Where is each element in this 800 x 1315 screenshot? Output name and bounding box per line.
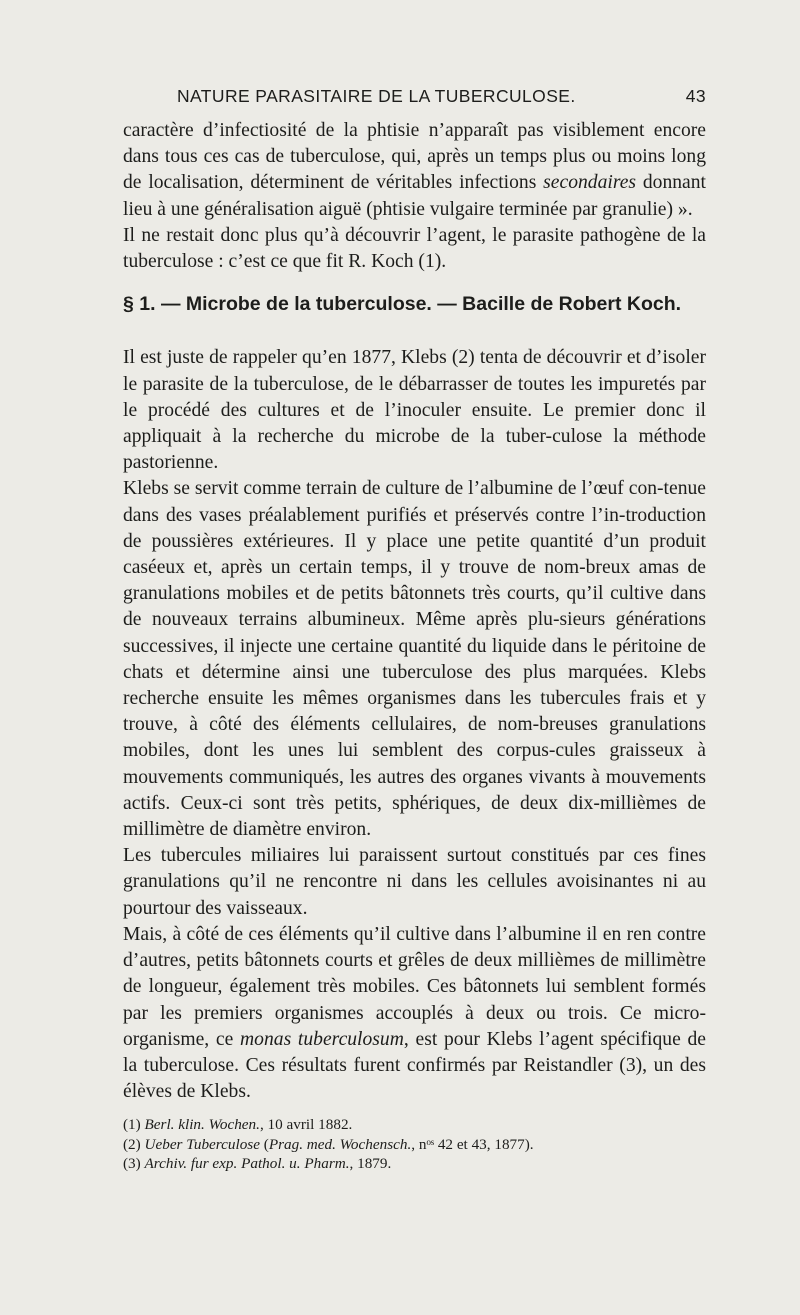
footnote-2 xyxy=(123,1135,706,1155)
footnote-source: Ueber Tuberculose xyxy=(144,1135,260,1153)
page-number: 43 xyxy=(685,86,706,106)
footnote-source: Archiv. fur exp. Pathol. u. Pharm. xyxy=(144,1155,350,1173)
footnote-number: (1) xyxy=(123,1116,145,1134)
footnote-detail: ( xyxy=(259,1135,269,1153)
footnote-source: Berl. klin. Wochen. xyxy=(144,1116,260,1134)
paragraph-1 xyxy=(123,118,706,223)
paragraph-3: Il est juste de rappeler qu’en 1877, Klebs (2) tenta de découvrir et d’isoler le parasite de la tuberculose, de le débarrasser de toutes les impuretés par le procédé des cultures et de l’inoculer ensuite. Le premier donc il appliquait à la recherche du microbe de la tuber-culose la méthode pastorienne. xyxy=(123,347,706,474)
paragraph-6-emphasis: monas tuberculosum xyxy=(240,1028,404,1050)
paragraph-1-text-b: donnant lieu à une généralisation aiguë (phtisie vulgaire terminée par granulie) ». xyxy=(123,172,706,220)
paragraph-6 xyxy=(123,922,706,1105)
running-head xyxy=(123,86,706,110)
footnote-number: (3) xyxy=(123,1155,145,1173)
paragraph-1-emphasis: secondaires xyxy=(543,172,637,194)
paragraph-2: Il ne restait donc plus qu’à découvrir l’agent, le parasite pathogène de la tuberculose : c’est ce que fit R. Koch (1). xyxy=(123,224,706,273)
footnote-1 xyxy=(123,1115,706,1135)
paragraph-4: Klebs se servit comme terrain de culture de l’albumine de l’œuf con-tenue dans des vases préalablement purifiés et préservés contre l’in-troduction de poussières extérieures. Il y place une petite quantité d’un produit caséeux et, après un certain temps, il y trouve de nom-breux amas de granulations mobiles et de petits bâtonnets très courts, qu’il cultive dans de nouveaux terrains albumineux. Même après plu-sieurs générations successives, il injecte une certaine quantité du liquide dans le péritoine de chats et détermine ainsi une tuberculose des plus marquées. Klebs recherche ensuite les mêmes organismes dans les tubercules frais et y trouve, à côté des éléments cellulaires, de nom-breuses granulations mobiles, dont les unes lui semblent des corpus-cules graisseux à mouvements communiqués, les autres des organes vivants à mouvements actifs. Ceux-ci sont très petits, sphériques, de deux dix-millièmes de millimètre de diamètre environ. xyxy=(123,478,706,841)
section-heading: § 1. — Microbe de la tuberculose. — Bacille de Robert Koch. xyxy=(123,293,682,316)
footnote-detail: , 10 avril 1882. xyxy=(259,1116,353,1134)
footnotes xyxy=(123,1115,706,1174)
footnote-3 xyxy=(123,1154,706,1174)
footnote-detail: , nᵒˢ 42 et 43, 1877). xyxy=(411,1135,534,1153)
paragraph-6-text-b: , est pour Klebs l’agent spécifique de la tuberculose. Ces résultats furent confirmés par Reistandler (3), un des élèves de Klebs. xyxy=(123,1028,706,1103)
body-text xyxy=(123,118,706,1174)
footnote-number: (2) xyxy=(123,1135,145,1153)
footnote-source-2: Prag. med. Wochensch. xyxy=(268,1135,412,1153)
paragraph-1-text-a: caractère d’infectiosité de la phtisie n’apparaît pas visiblement encore dans tous ces cas de tuberculose, qui, après un temps plus ou moins long de localisation, déterminent de véritables infections xyxy=(123,120,706,194)
paragraph-5: Les tubercules miliaires lui paraissent surtout constitués par ces fines granulations qu’il ne rencontre ni dans les cellules avoisinantes ni au pourtour des vaisseaux. xyxy=(123,845,706,919)
running-head-title: NATURE PARASITAIRE DE LA TUBERCULOSE. xyxy=(177,86,576,106)
paragraph-6-text-a: Mais, à côté de ces éléments qu’il cultive dans l’albumine il en ren contre d’autres, petits bâtonnets courts et grêles de deux millièmes de millimètre de longueur, également très mobiles. Ces bâtonnets lui semblent formés par les premiers organismes accouplés à deux ou trois. Ce micro-organisme, ce xyxy=(123,923,706,1050)
footnote-detail: , 1879. xyxy=(349,1155,392,1173)
